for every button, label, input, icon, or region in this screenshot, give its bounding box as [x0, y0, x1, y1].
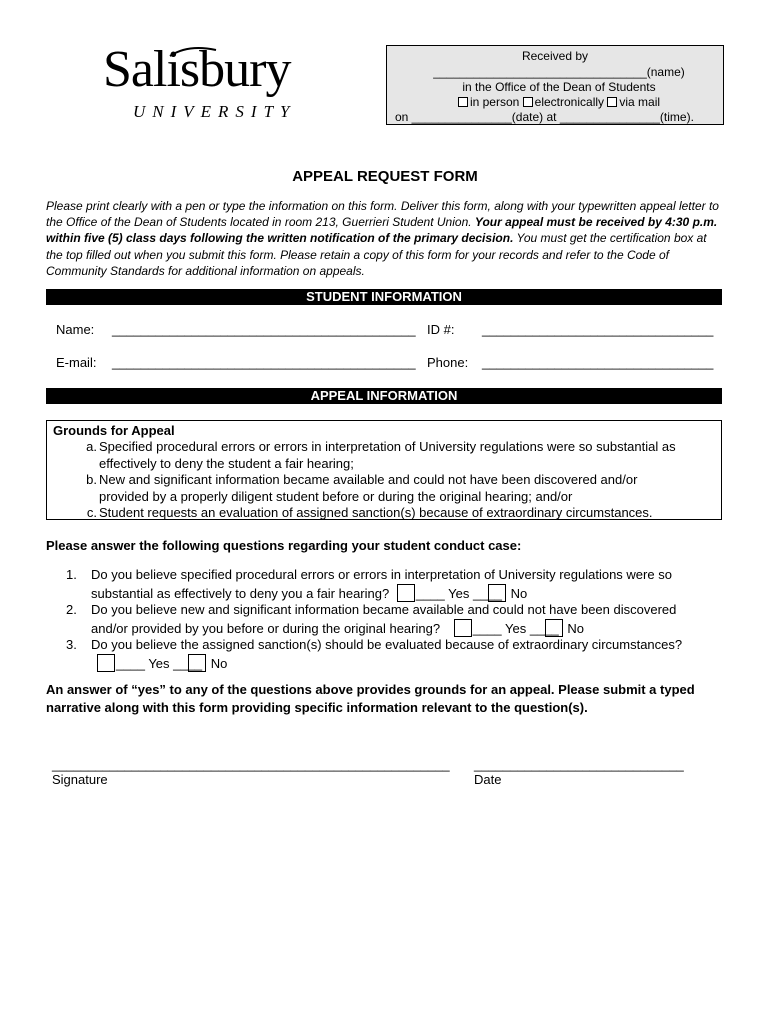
receipt-name-line[interactable]: ________________________________(name): [433, 65, 685, 79]
date-line[interactable]: _____________________________: [474, 757, 684, 772]
ground-letter: c.: [86, 505, 97, 520]
q2-no-checkbox[interactable]: [545, 619, 563, 637]
ground-text-line2: provided by a properly diligent student before or during the original hearing; and/or: [99, 488, 573, 504]
phone-field[interactable]: ________________________________: [482, 355, 714, 370]
q1-yes-checkbox[interactable]: [397, 584, 415, 602]
q1-no-checkbox[interactable]: [488, 584, 506, 602]
q3-yes-label: Yes: [148, 655, 170, 671]
ground-text-line1: Specified procedural errors or errors in interpretation of University regulations were so substantial as: [99, 439, 676, 454]
in-person-checkbox[interactable]: [458, 97, 468, 107]
q1-yes-label: Yes: [448, 585, 470, 601]
question-text-line1: Do you believe new and significant information became available and could not have been discovered: [91, 602, 677, 617]
form-instructions: [46, 198, 726, 279]
via-mail-label: via mail: [619, 95, 661, 109]
university-logo-wordmark: Salisbury: [103, 41, 291, 98]
signature-line[interactable]: _______________________________________________________: [52, 757, 450, 772]
instructions-part-2: You must get the certification box at the top filled out when you submit this form. Please retain a copy of this form for your records and refer to the Code of Community Standards for additional information on appeals.: [46, 231, 707, 278]
id-field[interactable]: ________________________________: [482, 322, 714, 337]
form-title: APPEAL REQUEST FORM: [292, 168, 478, 185]
question-answer-row: [91, 584, 527, 603]
q3-yes-blank[interactable]: ____: [91, 656, 145, 671]
q1-yes-blank[interactable]: ____: [393, 586, 445, 601]
instructions-part-1: Please print clearly with a pen or type the information on this form. Deliver this form, along with your typewritten appeal letter to the Office of the Dean of Students located in room 213, Guerrieri Student Union.: [46, 199, 719, 230]
q3-yes-checkbox[interactable]: [97, 654, 115, 672]
question-3: [66, 636, 683, 671]
q1-no-blank[interactable]: ____: [473, 586, 507, 601]
electronically-checkbox[interactable]: [523, 97, 533, 107]
question-text-line1: Do you believe the assigned sanction(s) should be evaluated because of extraordinary circumstances?: [91, 637, 683, 652]
email-field[interactable]: __________________________________________: [112, 355, 416, 370]
q2-yes-blank[interactable]: ____: [444, 621, 502, 636]
ground-text-line2: effectively to deny the student a fair hearing;: [99, 455, 354, 471]
receipt-delivery-options: [387, 94, 723, 110]
logo-swoosh-icon: [168, 44, 218, 60]
q2-no-label: No: [567, 620, 585, 636]
ground-text-line1: Student requests an evaluation of assigned sanction(s) because of extraordinary circumstances.: [99, 505, 653, 520]
q3-no-label: No: [210, 655, 228, 671]
question-text-line2: and/or provided by you before or during the original hearing?: [91, 620, 441, 636]
ground-text-line1: New and significant information became available and could not have been discovered and/or: [99, 472, 638, 487]
via-mail-checkbox[interactable]: [607, 97, 617, 107]
grounds-for-appeal-box: [46, 420, 722, 520]
student-information-header: STUDENT INFORMATION: [46, 289, 722, 305]
appeal-grounds-statement: An answer of “yes” to any of the questions above provides grounds for an appeal. Please submit a typed narrative along with this form providing specific information relevant to the question(s).: [46, 682, 695, 715]
question-2: [66, 601, 677, 636]
instructions-deadline: Your appeal must be received by 4:30 p.m. within five (5) class days following the written notification of the primary decision.: [46, 215, 718, 246]
date-label: Date: [474, 772, 502, 787]
question-answer-row: [91, 654, 227, 673]
id-label: ID #:: [427, 322, 455, 337]
question-1: [66, 566, 672, 601]
name-label: Name:: [56, 322, 95, 337]
phone-label: Phone:: [427, 355, 469, 370]
receipt-certification-box: [386, 45, 724, 125]
question-answer-row: [91, 619, 584, 638]
signature-label: Signature: [52, 772, 108, 787]
question-number: 2.: [66, 602, 77, 617]
grounds-title: Grounds for Appeal: [53, 423, 175, 438]
q1-no-label: No: [510, 585, 528, 601]
email-label: E-mail:: [56, 355, 97, 370]
q2-yes-label: Yes: [505, 620, 527, 636]
receipt-office-line: in the Office of the Dean of Students: [462, 80, 656, 94]
question-text-line2: substantial as effectively to deny you a fair hearing?: [91, 585, 390, 601]
q3-no-checkbox[interactable]: [188, 654, 206, 672]
receipt-line-received-by: Received by: [521, 49, 589, 63]
q2-yes-checkbox[interactable]: [454, 619, 472, 637]
question-number: 3.: [66, 637, 77, 652]
questions-header: Please answer the following questions regarding your student conduct case:: [46, 538, 522, 553]
receipt-date-time-line[interactable]: on _______________(date) at _______________(time).: [395, 110, 694, 124]
name-field[interactable]: __________________________________________: [112, 322, 416, 337]
question-text-line1: Do you believe specified procedural errors or errors in interpretation of University regulations were so: [91, 567, 672, 582]
q3-no-blank[interactable]: ____: [173, 656, 207, 671]
appeal-information-header: APPEAL INFORMATION: [46, 388, 722, 404]
ground-letter: b.: [86, 472, 97, 487]
ground-letter: a.: [86, 439, 97, 454]
university-logo-subtitle: UNIVERSITY: [133, 102, 297, 121]
in-person-label: in person: [469, 95, 520, 109]
question-number: 1.: [66, 567, 77, 582]
electronically-label: electronically: [534, 95, 605, 109]
q2-no-blank[interactable]: ____: [530, 621, 564, 636]
